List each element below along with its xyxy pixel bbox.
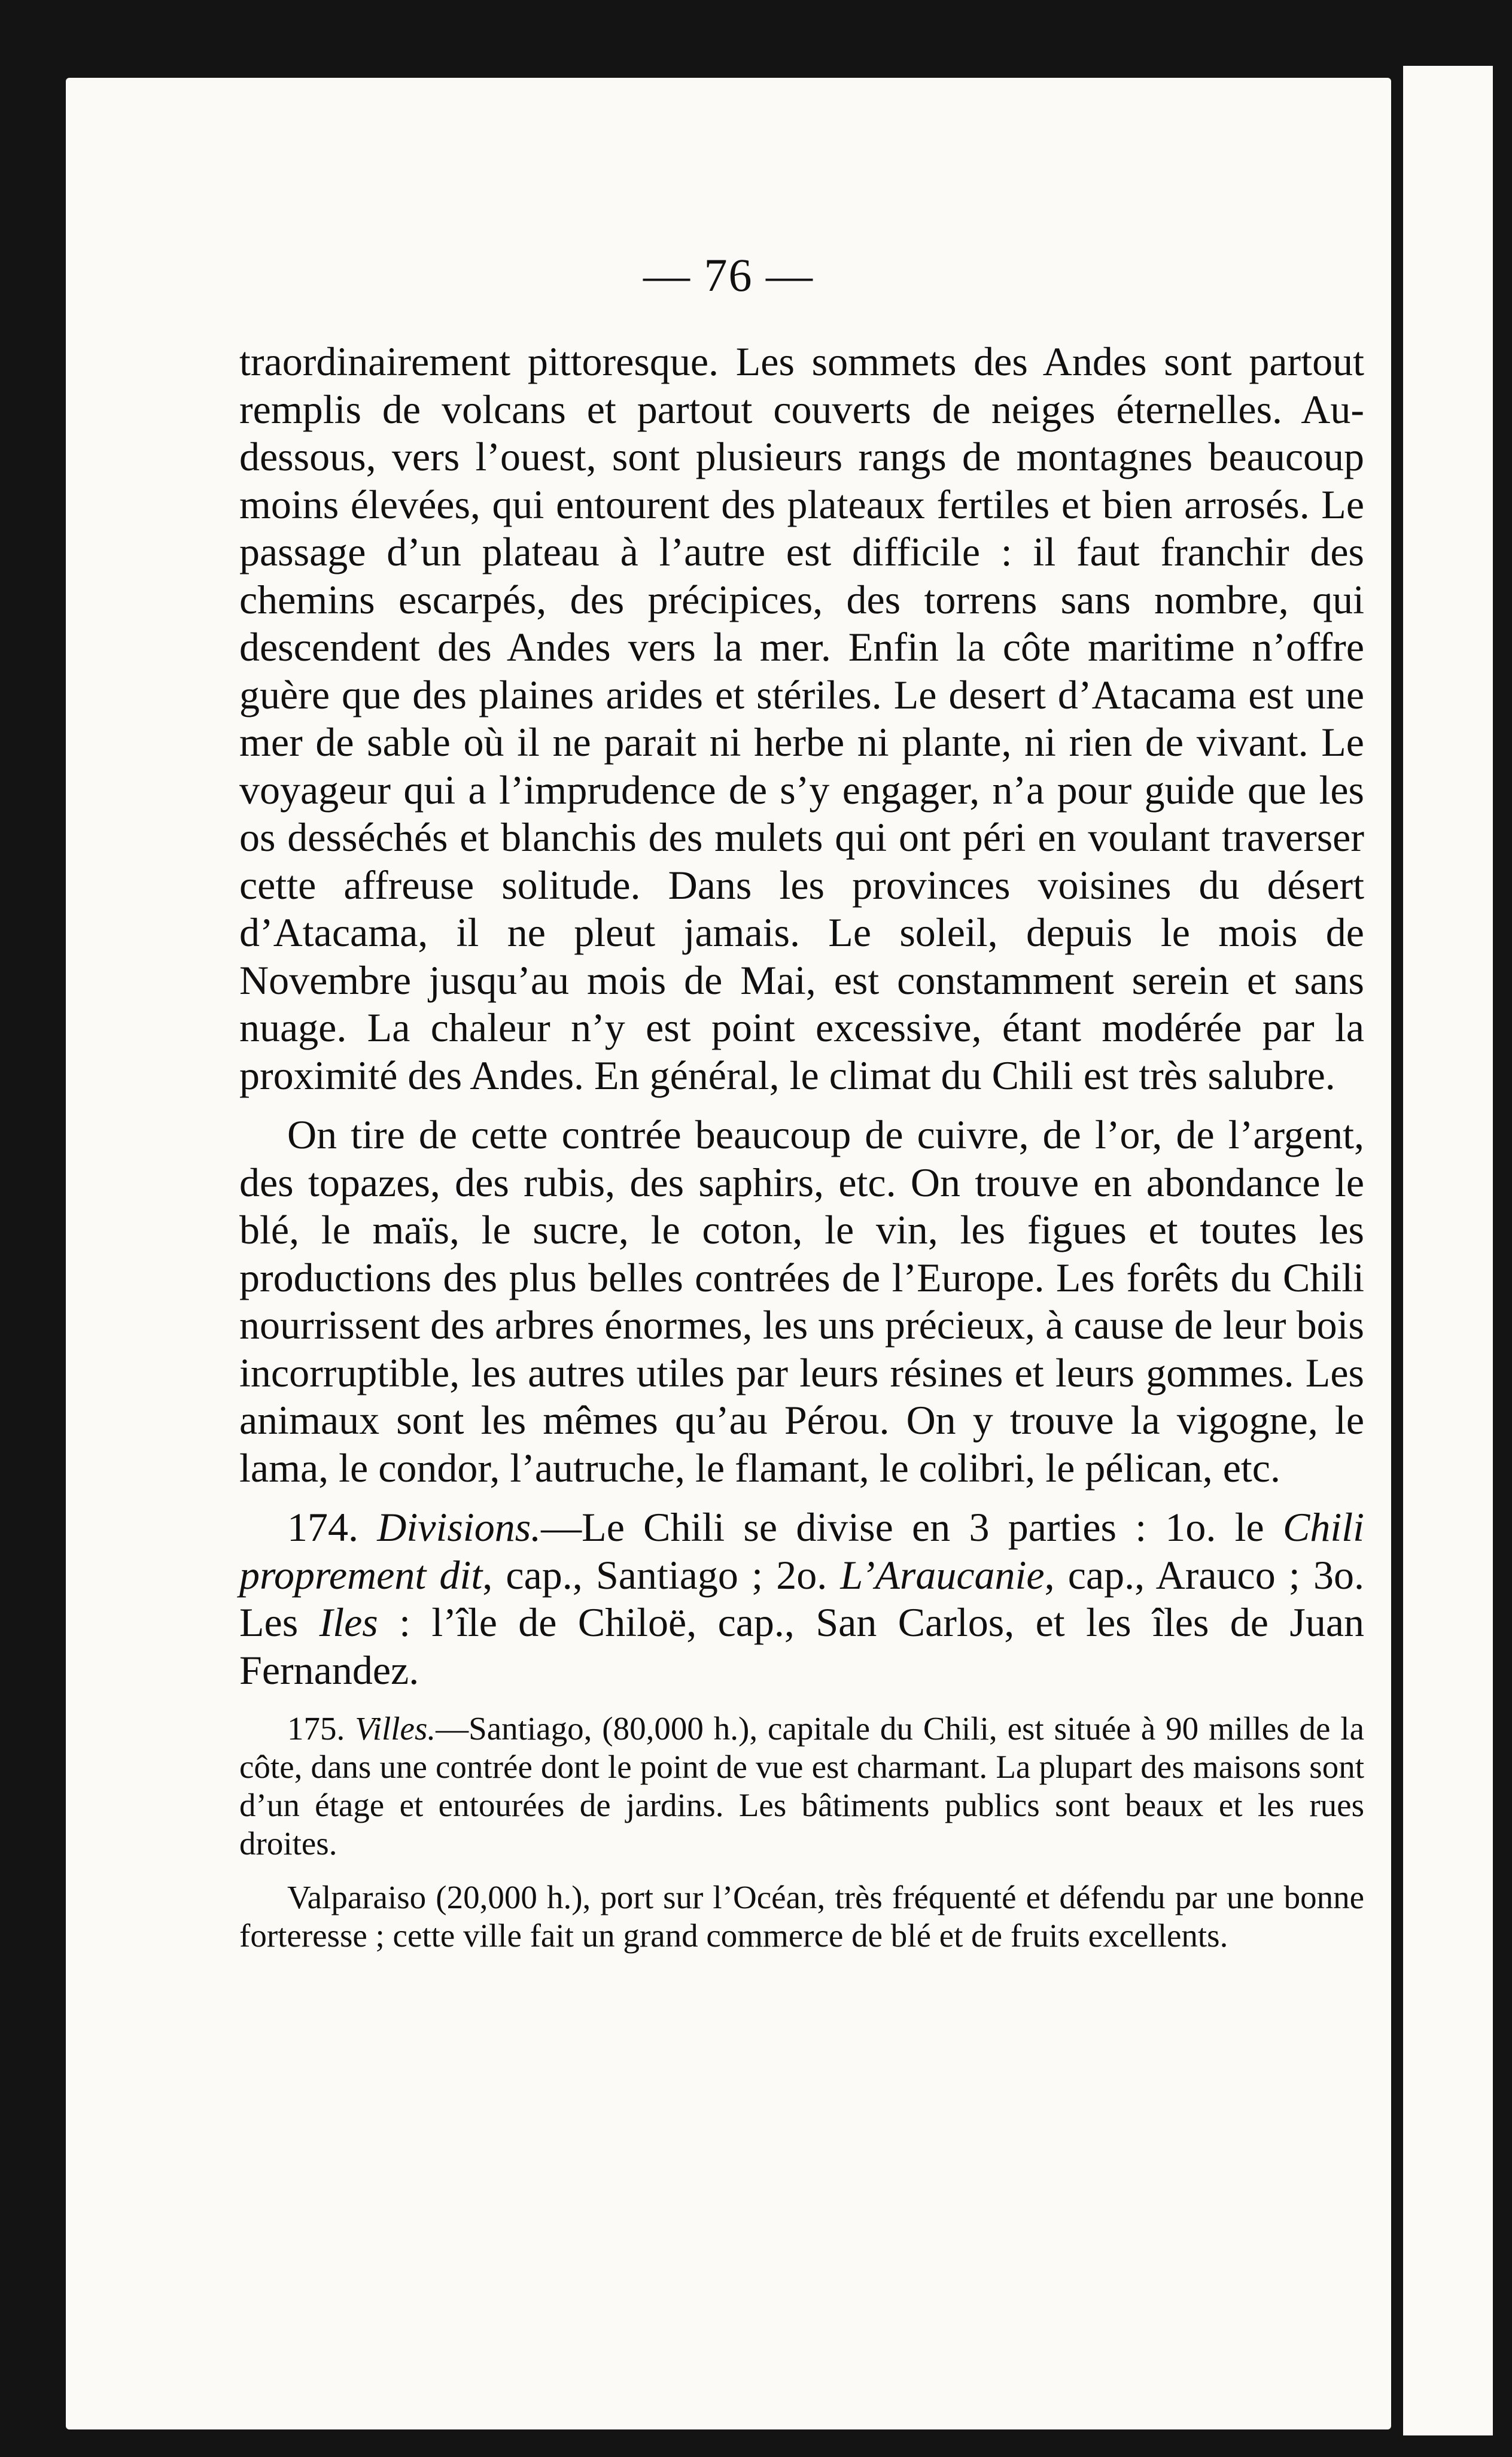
adjacent-page-edge bbox=[1403, 66, 1493, 2435]
section-number: 175. bbox=[287, 1710, 345, 1747]
page-number: — 76 — bbox=[643, 249, 814, 301]
section-heading: Divisions. bbox=[377, 1504, 541, 1550]
section-text: —Le Chili se divise en 3 parties : 1o. le bbox=[541, 1504, 1283, 1550]
page-body bbox=[239, 338, 1364, 1955]
section-174-divisions bbox=[239, 1504, 1364, 1694]
section-number: 174. bbox=[287, 1504, 358, 1550]
chili-proper-label: Chili proprement dit bbox=[239, 1504, 1365, 1598]
paragraph-valparaiso: Valparaiso (20,000 h.), port sur l’Océan, très fréquenté et défendu par une bonne forteresse ; cette ville fait un grand commerce de blé et de fruits excellents. bbox=[239, 1879, 1364, 1954]
section-text: : l’île de Chiloë, cap., San Carlos, et les îles de Juan Fernandez. bbox=[239, 1600, 1365, 1693]
araucanie-label: L’Araucanie bbox=[840, 1552, 1045, 1598]
iles-label: Iles bbox=[319, 1600, 378, 1645]
section-text: —Santiago, (80,000 h.), capitale du Chili, est située à 90 milles de la côte, dans une contrée dont le point de vue est charmant. La plupart des maisons sont d’un étage et entourées de jardins. Les bâtiments publics sont beaux et les rues droites. bbox=[239, 1710, 1364, 1862]
paragraph-resources: On tire de cette contrée beaucoup de cuivre, de l’or, de l’argent, des topazes, des rubis, des saphirs, etc. On trouve en abondance le blé, le maïs, le sucre, le coton, le vin, les figues et toutes les productions des plus belles contrées de l’Europe. Les forêts du Chili nourrissent des arbres énormes, les uns précieux, à cause de leur bois incorruptible, les autres utiles par leurs résines et leurs gommes. Les animaux sont les mêmes qu’au Pérou. On y trouve la vigogne, le lama, le condor, l’autruche, le flamant, le colibri, le pélican, etc. bbox=[239, 1112, 1364, 1491]
paragraph-andes: traordinairement pittoresque. Les sommets des Andes sont partout remplis de volcans et partout couverts de neiges éternelles. Au-dessous, vers l’ouest, sont plusieurs rangs de montagnes beaucoup moins élevées, qui entourent des plateaux fertiles et bien arrosés. Le passage d’un plateau à l’autre est difficile : il faut franchir des chemins escarpés, des précipices, des torrens sans nombre, qui descendent des Andes vers la mer. Enfin la côte maritime n’offre guère que des plaines arides et stériles. Le desert d’Atacama est une mer de sable où il ne parait ni herbe ni plante, ni rien de vivant. Le voyageur qui a l’imprudence de s’y engager, n’a pour guide que les os desséchés et blanchis des mulets qui ont péri en voulant traverser cette affreuse solitude. Dans les provinces voisines du désert d’Atacama, il ne pleut jamais. Le soleil, depuis le mois de Novembre jusqu’au mois de Mai, est constamment serein et sans nuage. La chaleur n’y est point excessive, étant modérée par la proximité des Andes. En général, le climat du Chili est très salubre. bbox=[239, 339, 1364, 1098]
section-text: , cap., Arauco ; 3o. Les bbox=[239, 1552, 1364, 1645]
section-175-villes bbox=[239, 1710, 1364, 1863]
section-heading: Villes. bbox=[355, 1710, 436, 1747]
section-text: , cap., Santiago ; 2o. bbox=[482, 1552, 841, 1598]
